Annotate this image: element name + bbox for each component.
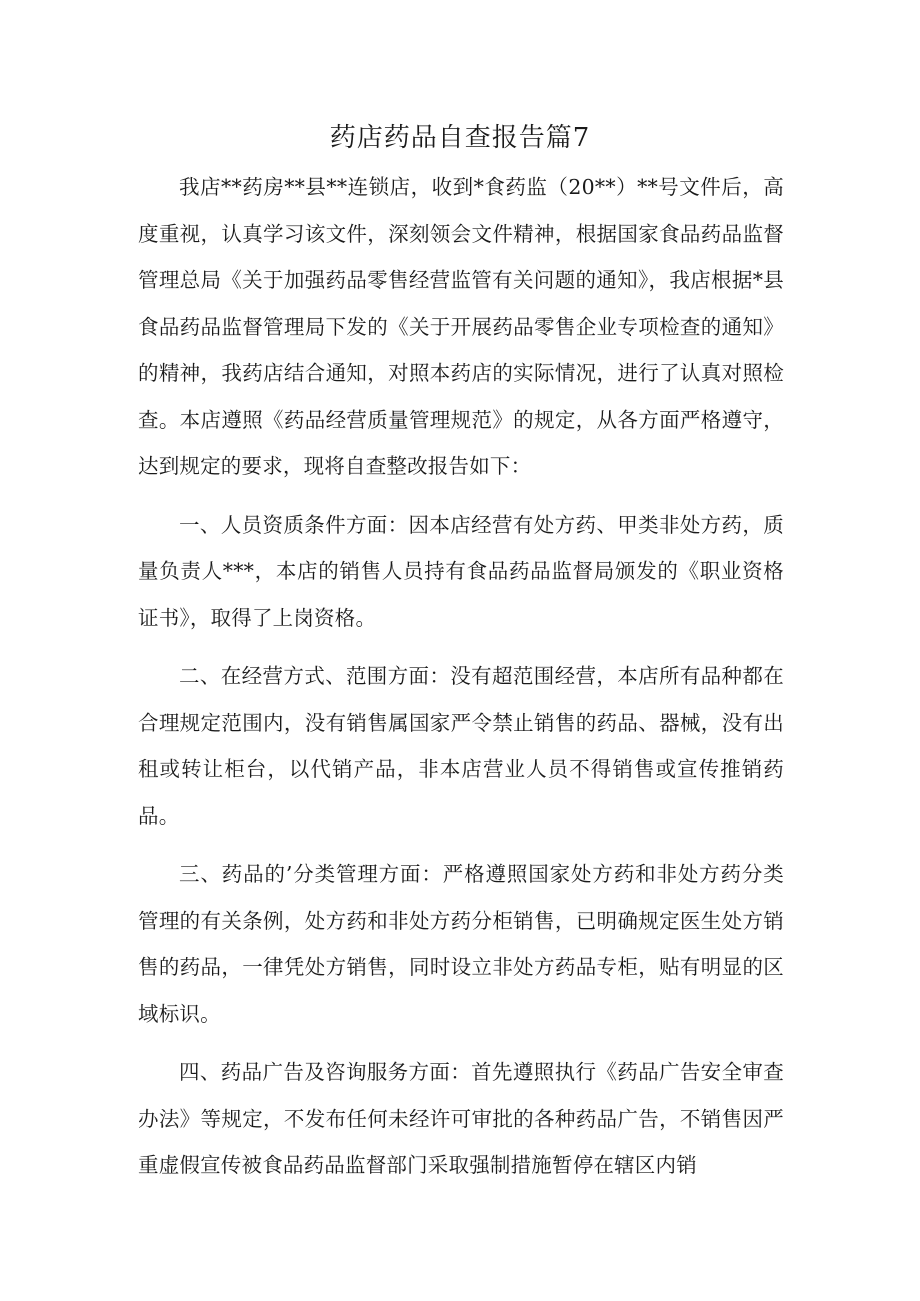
document-body — [138, 164, 784, 1201]
paragraph-classification: 三、药品的’分类管理方面：严格遵照国家处方药和非处方药分类管理的有关条例，处方药和非处方药分柜销售，已明确规定医生处方销售的药品，一律凭处方销售，同时设立非处方药品专柜，贴有明显的区域标识。 — [138, 862, 784, 1026]
paragraph-advertising: 四、药品广告及咨询服务方面：首先遵照执行《药品广告安全审查办法》等规定，不发布任何未经许可审批的各种药品广告，不销售因严重虚假宣传被食品药品监督部门采取强制措施暂停在辖区内销 — [138, 1060, 784, 1177]
paragraph-personnel: 一、人员资质条件方面：因本店经营有处方药、甲类非处方药，质量负责人***，本店的销售人员持有食品药品监督局颁发的《职业资格证书》，取得了上岗资格。 — [138, 512, 784, 630]
paragraph-business-scope: 二、在经营方式、范围方面：没有超范围经营，本店所有品种都在合理规定范围内，没有销售属国家严令禁止销售的药品、器械，没有出租或转让柜台，以代销产品，非本店营业人员不得销售或宣传推销药品。 — [138, 664, 784, 828]
paragraph-intro: 我店**药房**县**连锁店，收到*食药监（20**）**号文件后，高度重视，认真学习该文件，深刻领会文件精神，根据国家食品药品监督管理总局《关于加强药品零售经营监管有关问题的通知》，我店根据*县食品药品监督管理局下发的《关于开展药品零售企业专项检查的通知》的精神，我药店结合通知，对照本药店的实际情况，进行了认真对照检查。本店遵照《药品经营质量管理规范》的规定，从各方面严格遵守，达到规定的要求，现将自查整改报告如下： — [138, 175, 784, 478]
document-title: 药店药品自查报告篇7 — [329, 123, 591, 153]
